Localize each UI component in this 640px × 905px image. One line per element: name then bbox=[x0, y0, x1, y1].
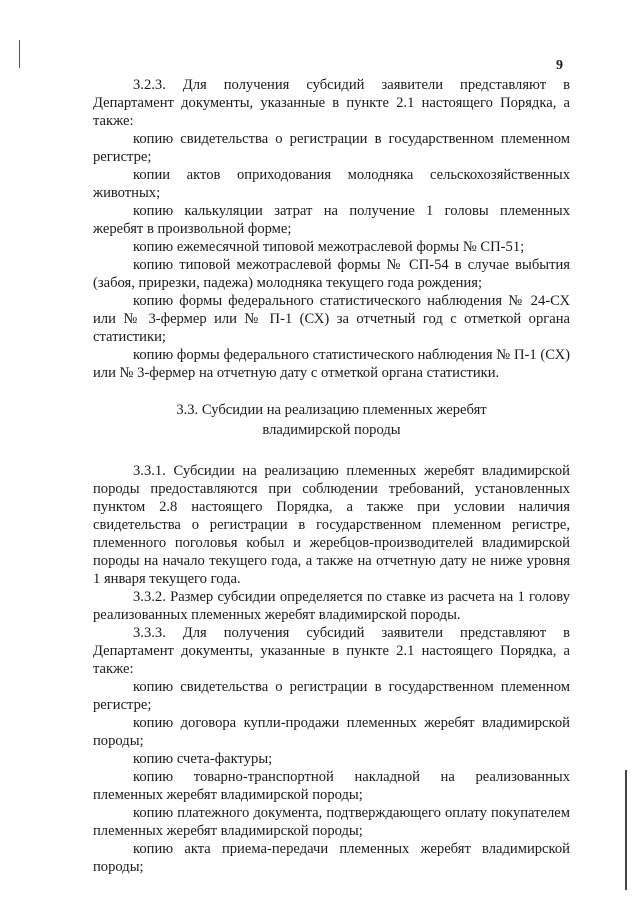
list-item: копию типовой межотраслевой формы № СП-54 в случае выбытия (забоя, прирезки, падежа) молодняка текущего года рождения; bbox=[93, 257, 570, 291]
list-item: копию формы федерального статистического наблюдения № 24-СХ или № 3-фермер или № П-1 (СХ) за отчетный год с отметкой органа статистики; bbox=[93, 293, 570, 345]
paragraph-3-3-3-intro: 3.3.3. Для получения субсидий заявители представляют в Департамент документы, указанные в пункте 2.1 настоящего Порядка, а также: bbox=[93, 625, 570, 677]
page-number: 9 bbox=[556, 58, 563, 73]
scan-edge-mark-left bbox=[19, 40, 20, 68]
list-item: копии актов оприходования молодняка сельскохозяйственных животных; bbox=[93, 167, 570, 201]
section-3-3 bbox=[93, 462, 570, 876]
section-3-3-heading-line1: 3.3. Субсидии на реализацию племенных жеребят bbox=[176, 402, 487, 418]
list-item: копию свидетельства о регистрации в государственном племенном регистре; bbox=[93, 679, 570, 713]
section-3-3-heading-line2: владимирской породы bbox=[262, 422, 401, 438]
section-3-3-heading bbox=[93, 400, 570, 440]
list-item: копию ежемесячной типовой межотраслевой формы № СП-51; bbox=[133, 239, 525, 255]
paragraph-3-3-1: 3.3.1. Субсидии на реализацию племенных жеребят владимирской породы предоставляются при соблюдении требований, установленных пунктом 2.8 настоящего Порядка, а также при условии наличия свидетельства о регистрации в государственном племенном регистре, племенного поголовья кобыл и жеребцов-производителей владимирской породы на начало текущего года, а также на отчетную дату не ниже уровня 1 января текущего года. bbox=[93, 463, 570, 587]
list-item: копию калькуляции затрат на получение 1 головы племенных жеребят в произвольной форме; bbox=[93, 203, 570, 237]
list-item: копию договора купли-продажи племенных жеребят владимирской породы; bbox=[93, 715, 570, 749]
list-item: копию платежного документа, подтверждающего оплату покупателем племенных жеребят владимирской породы; bbox=[93, 805, 570, 839]
list-item: копию счета-фактуры; bbox=[133, 751, 273, 767]
paragraph-3-3-2: 3.3.2. Размер субсидии определяется по ставке из расчета на 1 голову реализованных племенных жеребят владимирской породы. bbox=[93, 589, 570, 623]
document-body bbox=[93, 76, 570, 876]
list-item: копию товарно-транспортной накладной на реализованных племенных жеребят владимирской породы; bbox=[93, 769, 570, 803]
scan-edge-mark-right bbox=[625, 770, 627, 890]
list-item: копию формы федерального статистического наблюдения № П-1 (СХ) или № 3-фермер на отчетную дату с отметкой органа статистики. bbox=[93, 347, 570, 381]
section-3-2-3-intro: 3.2.3. Для получения субсидий заявители представляют в Департамент документы, указанные в пункте 2.1 настоящего Порядка, а также: bbox=[93, 77, 570, 129]
section-3-2-3 bbox=[93, 76, 570, 382]
list-item: копию свидетельства о регистрации в государственном племенном регистре; bbox=[93, 131, 570, 165]
list-item: копию акта приема-передачи племенных жеребят владимирской породы; bbox=[93, 841, 570, 875]
